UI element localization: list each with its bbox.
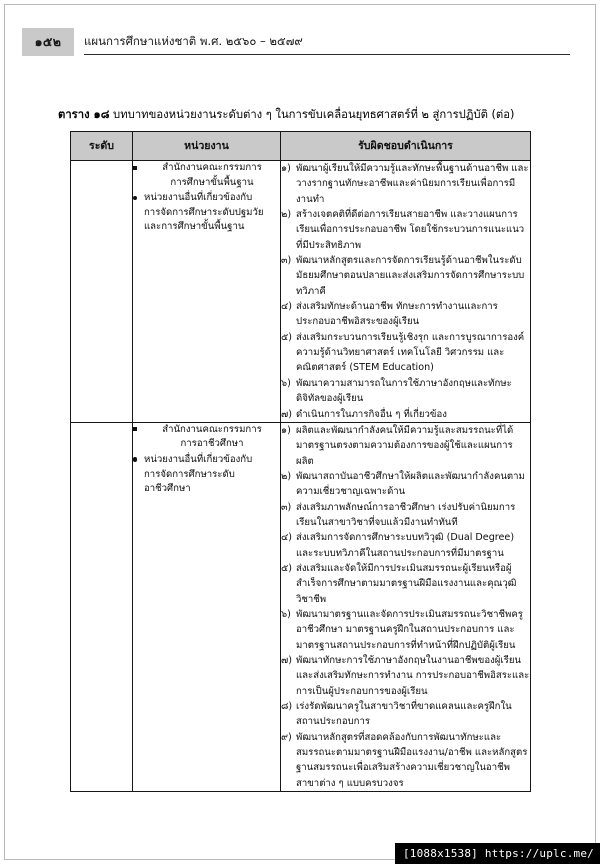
cell-agency — [133, 422, 281, 791]
responsibility-item-text: พัฒนาทักษะการใช้ภาษาอังกฤษในงานอาชีพของผู้เรียนและส่งเสริมทักษะการทำงาน การประกอบอาชีพอิสระและการเป็นผู้ประกอบการของผู้เรียน — [296, 655, 530, 697]
responsibility-item — [281, 161, 530, 207]
responsibility-item-number: ๘) — [281, 701, 293, 713]
responsibility-item — [281, 730, 530, 791]
column-header-responsibility: รับผิดชอบดำเนินการ — [281, 132, 531, 161]
agency-label: สำนักงานคณะกรรมการ การอาชีวศึกษา — [162, 423, 262, 450]
table-caption — [58, 105, 556, 123]
responsibility-item-text: ส่งเสริมภาพลักษณ์การอาชีวศึกษา เร่งปรับค่านิยมการเรียนในสาขาวิชาที่จบแล้วมีงานทำทันที — [296, 501, 516, 528]
responsibility-item-number: ๗) — [281, 408, 292, 420]
table-row — [71, 161, 531, 423]
responsibility-item-number: ๖) — [281, 377, 291, 389]
responsibility-item-number: ๙) — [281, 731, 292, 743]
header-divider — [84, 54, 570, 55]
agency-list-item — [133, 191, 280, 235]
square-bullet-icon — [133, 166, 137, 170]
responsibility-item — [281, 407, 530, 422]
round-bullet-icon — [133, 457, 137, 461]
responsibility-item-text: พัฒนาสถาบันอาชีวศึกษาให้ผลิตและพัฒนากำลังคนตามความเชี่ยวชาญเฉพาะด้าน — [296, 470, 525, 498]
responsibility-item-text: พัฒนาหลักสูตรที่สอดคล้องกับการพัฒนาทักษะและสมรรถนะตามมาตรฐานฝีมือแรงงาน/อาชีพ และหลักสูตรฐานสมรรถนะเพื่อเสริมสร้างความเชี่ยวชาญในอาชีพสาขาต่าง ๆ แบบครบวงจร — [296, 731, 528, 789]
responsibility-item — [281, 469, 530, 500]
column-header-level: ระดับ — [71, 132, 133, 161]
responsibility-item — [281, 530, 530, 561]
cell-responsibility — [281, 422, 531, 791]
roles-table — [70, 131, 531, 792]
responsibility-item-text: ผลิตและพัฒนากำลังคนให้มีความรู้และสมรรถนะที่ได้มาตรฐานตรงตามความต้องการของผู้ใช้และแผนการผลิต — [296, 424, 514, 467]
table-header-row — [71, 132, 531, 161]
responsibility-item — [281, 299, 530, 330]
cell-level — [71, 422, 133, 791]
responsibility-item-number: ๔) — [281, 301, 293, 313]
agency-list — [133, 161, 280, 235]
responsibility-item-text: ส่งเสริมกระบวนการเรียนรู้เชิงรุก และการบูรณาการองค์ความรู้ด้านวิทยาศาสตร์ เทคโนโลยี วิศวกรรม และคณิตศาสตร์ (STEM Education) — [296, 331, 525, 374]
responsibility-item-number: ๒) — [281, 209, 292, 221]
responsibility-item — [281, 330, 530, 376]
responsibility-list — [281, 423, 530, 791]
square-bullet-icon — [133, 427, 137, 431]
responsibility-item-number: ๒) — [281, 470, 292, 482]
roles-table-wrapper — [70, 131, 530, 792]
responsibility-item-text: พัฒนาความสามารถในการใช้ภาษาอังกฤษและทักษะดิจิทัลของผู้เรียน — [296, 377, 512, 405]
cell-agency — [133, 161, 281, 423]
agency-label: หน่วยงานอื่นที่เกี่ยวข้องกับ การจัดการศึกษาระดับปฐมวัย และการศึกษาขั้นพื้นฐาน — [144, 192, 264, 233]
responsibility-item-number: ๖) — [281, 608, 291, 620]
responsibility-item — [281, 607, 530, 653]
responsibility-item — [281, 376, 530, 407]
table-row — [71, 422, 531, 791]
responsibility-item-number: ๔) — [281, 532, 293, 544]
agency-list — [133, 423, 280, 497]
column-header-agency: หน่วยงาน — [133, 132, 281, 161]
responsibility-item-text: ดำเนินการในภารกิจอื่น ๆ ที่เกี่ยวข้อง — [296, 408, 447, 420]
cell-level — [71, 161, 133, 423]
agency-label: สำนักงานคณะกรรมการ การศึกษาขั้นพื้นฐาน — [162, 162, 262, 188]
table-header — [71, 132, 531, 161]
page-number: ๑๕๒ — [34, 34, 62, 49]
agency-list-item — [133, 453, 280, 497]
running-header — [22, 28, 570, 60]
responsibility-item-text: สร้างเจตคติที่ดีต่อการเรียนสายอาชีพ และวางแผนการเรียนเพื่อการประกอบอาชีพ โดยใช้กระบวนการแนะแนวที่มีประสิทธิภาพ — [296, 209, 525, 251]
responsibility-item-number: ๓) — [281, 255, 292, 267]
responsibility-item-number: ๑) — [281, 424, 291, 436]
responsibility-item-number: ๕) — [281, 331, 293, 343]
responsibility-item-number: ๓) — [281, 501, 292, 513]
table-caption-label: ตาราง ๑๘ — [58, 108, 110, 121]
responsibility-item — [281, 653, 530, 699]
table-body — [71, 161, 531, 792]
responsibility-item-text: ส่งเสริมทักษะด้านอาชีพ ทักษะการทำงานและการประกอบอาชีพอิสระของผู้เรียน — [296, 301, 498, 328]
responsibility-item — [281, 699, 530, 730]
running-header-title: แผนการศึกษาแห่งชาติ พ.ศ. ๒๕๖๐ – ๒๕๗๙ — [84, 34, 303, 48]
responsibility-list — [281, 161, 530, 422]
agency-list-item — [133, 423, 280, 452]
table-caption-text: บทบาทของหน่วยงานระดับต่าง ๆ ในการขับเคลื่อนยุทธศาสตร์ที่ ๒ สู่การปฏิบัติ (ต่อ) — [113, 108, 515, 121]
agency-list-item — [133, 161, 280, 190]
responsibility-item-text: ส่งเสริมและจัดให้มีการประเมินสมรรถนะผู้เรียนหรือผู้สำเร็จการศึกษาตามมาตรฐานฝีมือแรงงานและคุณวุฒิวิชาชีพ — [296, 562, 517, 605]
responsibility-item-number: ๑) — [281, 163, 291, 174]
round-bullet-icon — [133, 196, 137, 200]
responsibility-item-text: พัฒนาผู้เรียนให้มีความรู้และทักษะพื้นฐานด้านอาชีพ และวางรากฐานทักษะอาชีพและค่านิยมการเรียนเพื่อการมีงานทำ — [296, 163, 529, 205]
responsibility-item-text: เร่งรัดพัฒนาครูในสาขาวิชาที่ขาดแคลนและครูฝึกในสถานประกอบการ — [296, 701, 512, 728]
responsibility-item-number: ๕) — [281, 562, 293, 574]
watermark: [1088x1538] https://uplc.me/ — [395, 843, 600, 864]
responsibility-item-number: ๗) — [281, 655, 292, 666]
responsibility-item — [281, 207, 530, 253]
page-number-badge — [22, 28, 74, 56]
responsibility-item — [281, 423, 530, 469]
responsibility-item-text: ส่งเสริมการจัดการศึกษาระบบทวิวุฒิ (Dual Degree) และระบบทวิภาคีในสถานประกอบการที่มีมาตรฐาน — [296, 532, 515, 559]
responsibility-item — [281, 500, 530, 531]
responsibility-item — [281, 253, 530, 299]
responsibility-item-text: พัฒนามาตรฐานและจัดการประเมินสมรรถนะวิชาชีพครูอาชีวศึกษา มาตรฐานครูฝึกในสถานประกอบการ และมาตรฐานสถานประกอบการที่ทำหน้าที่ฝึกปฏิบัติผู้เรียน — [296, 608, 523, 651]
responsibility-item-text: พัฒนาหลักสูตรและการจัดการเรียนรู้ด้านอาชีพในระดับมัธยมศึกษาตอนปลายและส่งเสริมการจัดการศึกษาระบบทวิภาคี — [296, 255, 525, 297]
agency-label: หน่วยงานอื่นที่เกี่ยวข้องกับ การจัดการศึกษาระดับ อาชีวศึกษา — [144, 454, 253, 495]
cell-responsibility — [281, 161, 531, 423]
responsibility-item — [281, 561, 530, 607]
